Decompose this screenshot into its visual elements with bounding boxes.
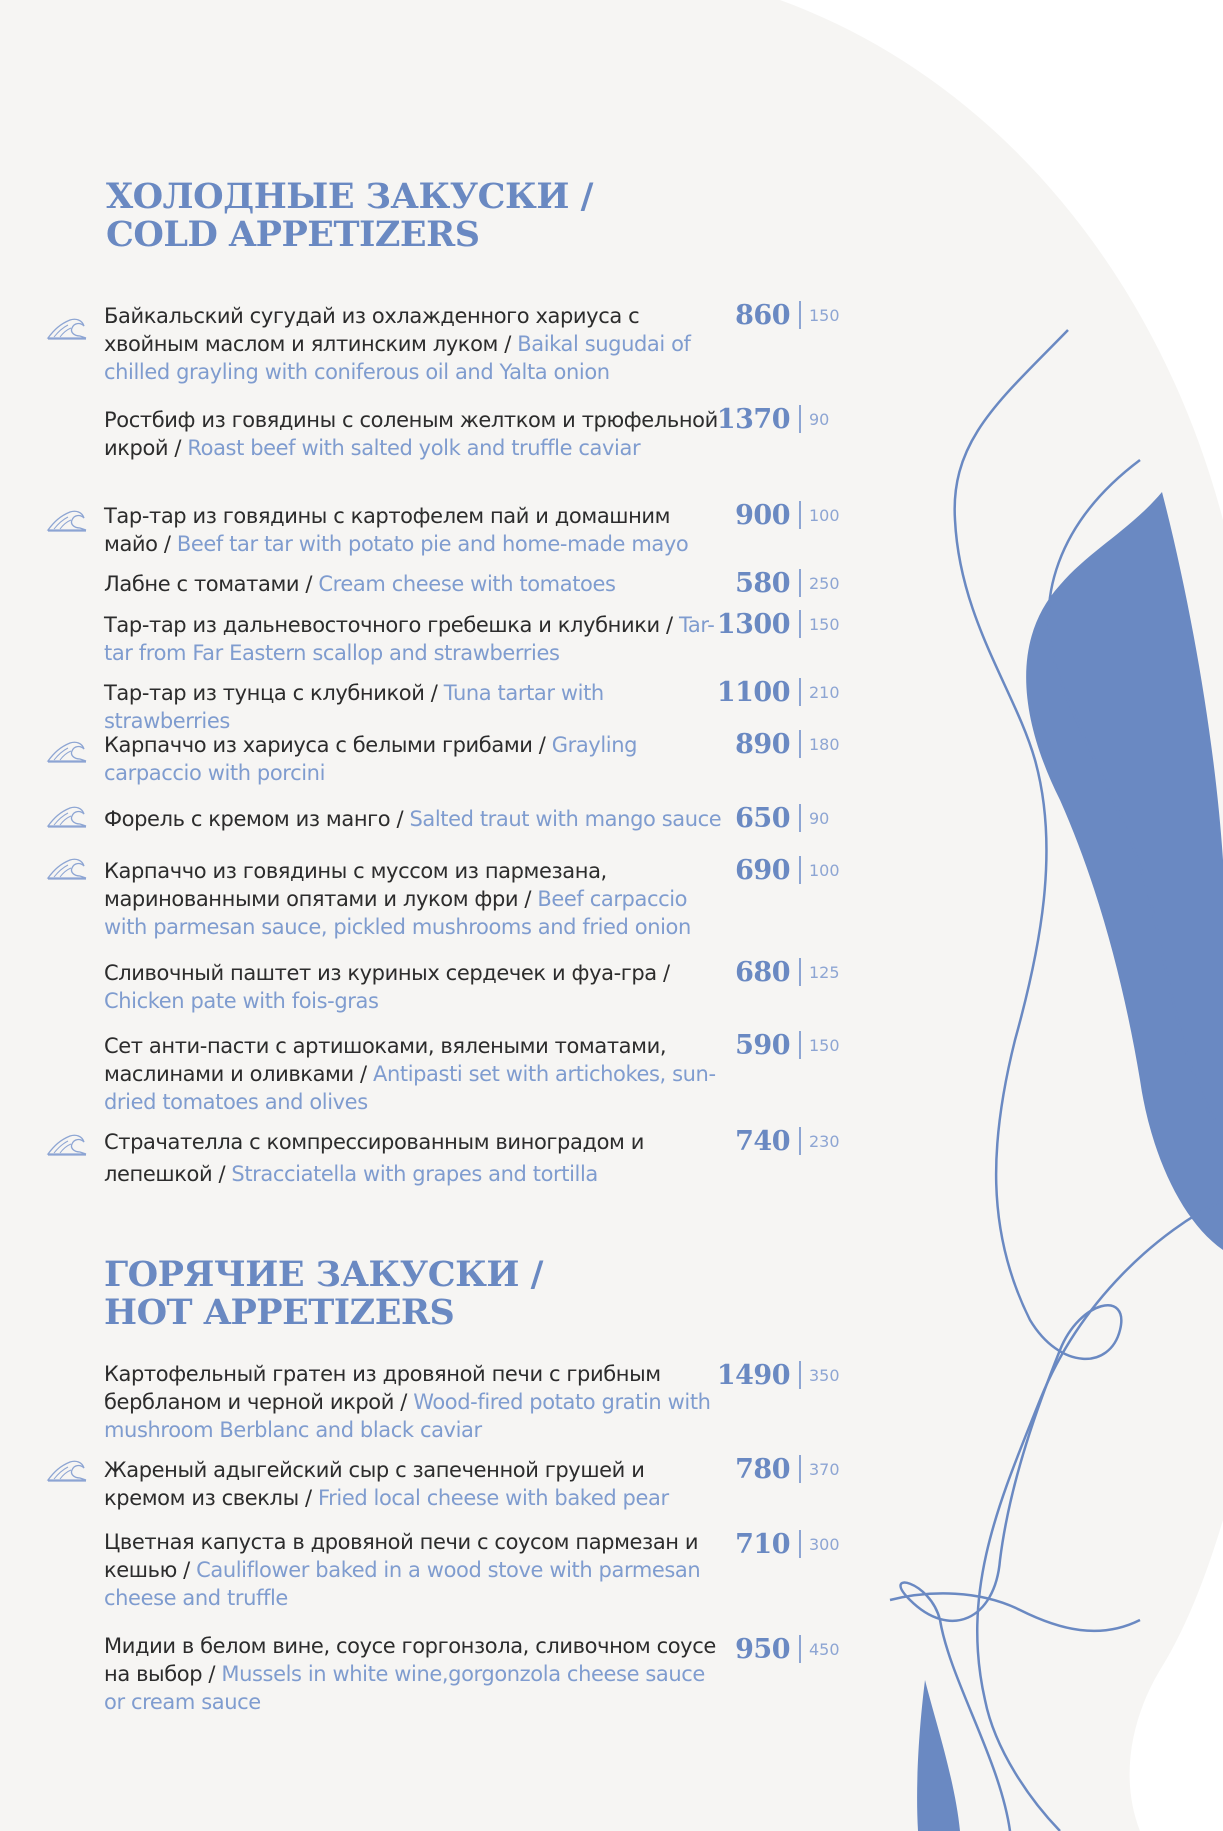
price-block — [712, 566, 852, 600]
menu-item — [104, 302, 724, 386]
item-weight: 90 — [809, 808, 830, 828]
item-name-ru: Тар-тар из дальневосточного гребешка и клубники / — [104, 613, 679, 637]
item-name-ru: Сет анти-пасти с артишоками, вялеными томатами, маслинами и оливками / — [104, 1034, 667, 1086]
item-weight: 150 — [809, 305, 840, 325]
item-name-en: Mussels in white wine,gorgonzola cheese sauce or cream sauce — [104, 1662, 705, 1714]
separator — [799, 1635, 801, 1663]
separator — [799, 856, 801, 884]
item-name-en: Stracciatella with grapes and tortilla — [231, 1162, 598, 1186]
menu-item — [104, 611, 724, 667]
section-title-cold — [106, 178, 593, 254]
wave-icon — [46, 502, 88, 534]
item-name-en: Beef tar tar with potato pie and home-made mayo — [176, 532, 689, 556]
item-weight: 370 — [809, 1459, 840, 1479]
item-name-ru: Картофельный гратен из дровяной печи с грибным бербланом и черной икрой / — [104, 1362, 661, 1414]
price-block — [712, 1028, 852, 1062]
item-name-en: Grayling carpaccio with porcini — [104, 733, 638, 785]
item-name-en: Tar-tar from Far Eastern scallop and strawberries — [104, 613, 715, 665]
price-block — [712, 1527, 852, 1561]
price-block — [712, 1358, 852, 1392]
price-block — [712, 955, 852, 989]
price-block — [712, 1124, 852, 1158]
separator — [799, 610, 801, 638]
price-block — [712, 607, 852, 641]
item-name-en: Antipasti set with artichokes, sun-dried tomatoes and olives — [104, 1062, 716, 1114]
item-name-ru: Страчателла с компрессированным виноградом и лепешкой / — [104, 1130, 644, 1186]
item-name-ru: Ростбиф из говядины с соленым желтком и трюфельной икрой / — [104, 408, 718, 460]
item-price: 1490 — [716, 1359, 790, 1391]
item-weight: 150 — [809, 614, 840, 634]
price-block — [712, 853, 852, 887]
item-weight: 300 — [809, 1534, 840, 1554]
separator — [799, 405, 801, 433]
separator — [799, 1127, 801, 1155]
price-block — [712, 801, 852, 835]
menu-item — [104, 857, 724, 941]
section-title-en: COLD APPETIZERS — [106, 214, 480, 255]
wave-icon — [46, 1452, 88, 1484]
price-block — [712, 1632, 852, 1666]
wave-icon — [46, 733, 88, 765]
wave-icon — [46, 850, 88, 882]
section-title-ru: ХОЛОДНЫЕ ЗАКУСКИ / — [106, 176, 593, 217]
item-name-ru: Тар-тар из говядины с картофелем пай и домашним майо / — [104, 504, 671, 556]
separator — [799, 501, 801, 529]
item-weight: 350 — [809, 1365, 840, 1385]
item-weight: 150 — [809, 1035, 840, 1055]
item-weight: 100 — [809, 505, 840, 525]
item-weight: 100 — [809, 860, 840, 880]
separator — [799, 569, 801, 597]
menu-item — [104, 1456, 724, 1512]
item-name-en: Roast beef with salted yolk and truffle caviar — [187, 436, 641, 460]
wave-icon — [46, 310, 88, 342]
item-name-ru: Лабне с томатами / — [104, 572, 319, 596]
menu-item — [104, 731, 724, 787]
item-name-en: Fried local cheese with baked pear — [318, 1486, 669, 1510]
section-title-hot — [104, 1256, 543, 1332]
item-weight: 210 — [809, 682, 840, 702]
item-weight: 450 — [809, 1639, 840, 1659]
separator — [799, 1455, 801, 1483]
item-name-ru: Байкальский сугудай из охлажденного хариуса с хвойным маслом и ялтинским луком / — [104, 304, 640, 356]
item-price: 900 — [735, 499, 790, 531]
item-weight: 125 — [809, 962, 840, 982]
separator — [799, 1530, 801, 1558]
item-price: 710 — [735, 1528, 790, 1560]
item-price: 590 — [735, 1029, 790, 1061]
item-name-en: Beef carpaccio with parmesan sauce, pickled mushrooms and fried onion — [104, 887, 691, 939]
item-name-ru: Форель с кремом из манго / — [104, 807, 410, 831]
section-title-ru: ГОРЯЧИЕ ЗАКУСКИ / — [104, 1254, 543, 1295]
separator — [799, 730, 801, 758]
menu-item — [104, 1528, 724, 1612]
menu-item — [104, 570, 724, 598]
item-name-en: Chicken pate with fois-gras — [104, 989, 379, 1013]
menu-item — [104, 805, 724, 833]
menu-item — [104, 502, 724, 558]
separator — [799, 1031, 801, 1059]
item-weight: 230 — [809, 1131, 840, 1151]
item-name-ru: Тар-тар из тунца с клубникой / — [104, 681, 444, 705]
menu-item — [104, 1032, 724, 1116]
item-price: 1100 — [716, 676, 790, 708]
item-price: 860 — [735, 299, 790, 331]
item-weight: 90 — [809, 409, 830, 429]
item-name-en: Salted traut with mango sauce — [409, 807, 722, 831]
separator — [799, 678, 801, 706]
price-block — [712, 675, 852, 709]
item-price: 1370 — [716, 403, 790, 435]
separator — [799, 301, 801, 329]
item-name-ru: Мидии в белом вине, соусе горгонзола, сливочном соусе на выбор / — [104, 1634, 716, 1686]
item-name-ru: Карпаччо из хариуса с белыми грибами / — [104, 733, 552, 757]
item-price: 950 — [735, 1633, 790, 1665]
price-block — [712, 498, 852, 532]
wave-icon — [46, 1126, 88, 1158]
separator — [799, 804, 801, 832]
item-price: 890 — [735, 728, 790, 760]
item-name-en: Baikal sugudai of chilled grayling with coniferous oil and Yalta onion — [104, 332, 691, 384]
separator — [799, 958, 801, 986]
menu-item — [104, 959, 724, 1015]
menu-item — [104, 1632, 724, 1716]
item-price: 650 — [735, 802, 790, 834]
item-weight: 250 — [809, 573, 840, 593]
price-block — [712, 1452, 852, 1486]
item-price: 690 — [735, 854, 790, 886]
item-name-en: Cauliflower baked in a wood stove with parmesan cheese and truffle — [104, 1558, 701, 1610]
section-title-en: HOT APPETIZERS — [104, 1292, 455, 1333]
item-price: 680 — [735, 956, 790, 988]
price-block — [712, 298, 852, 332]
item-name-en: Wood-fired potato gratin with mushroom Berblanc and black caviar — [104, 1390, 711, 1442]
item-weight: 180 — [809, 734, 840, 754]
separator — [799, 1361, 801, 1389]
item-price: 780 — [735, 1453, 790, 1485]
item-name-ru: Карпаччо из говядины с муссом из пармезана, маринованными опятами и луком фри / — [104, 859, 607, 911]
item-name-ru: Сливочный паштет из куриных сердечек и фуа-гра / — [104, 961, 670, 985]
item-name-en: Tuna tartar with strawberries — [104, 681, 604, 733]
menu-item — [104, 1360, 724, 1444]
price-block — [712, 402, 852, 436]
item-name-ru: Цветная капуста в дровяной печи с соусом пармезан и кешью / — [104, 1530, 699, 1582]
item-price: 740 — [735, 1125, 790, 1157]
price-block — [712, 727, 852, 761]
item-price: 1300 — [716, 608, 790, 640]
item-name-ru: Жареный адыгейский сыр с запеченной грушей и кремом из свеклы / — [104, 1458, 645, 1510]
menu-item — [104, 406, 724, 462]
wave-icon — [46, 798, 88, 830]
menu-item — [104, 1126, 724, 1190]
item-name-en: Cream cheese with tomatoes — [318, 572, 616, 596]
menu-item — [104, 679, 724, 735]
item-price: 580 — [735, 567, 790, 599]
